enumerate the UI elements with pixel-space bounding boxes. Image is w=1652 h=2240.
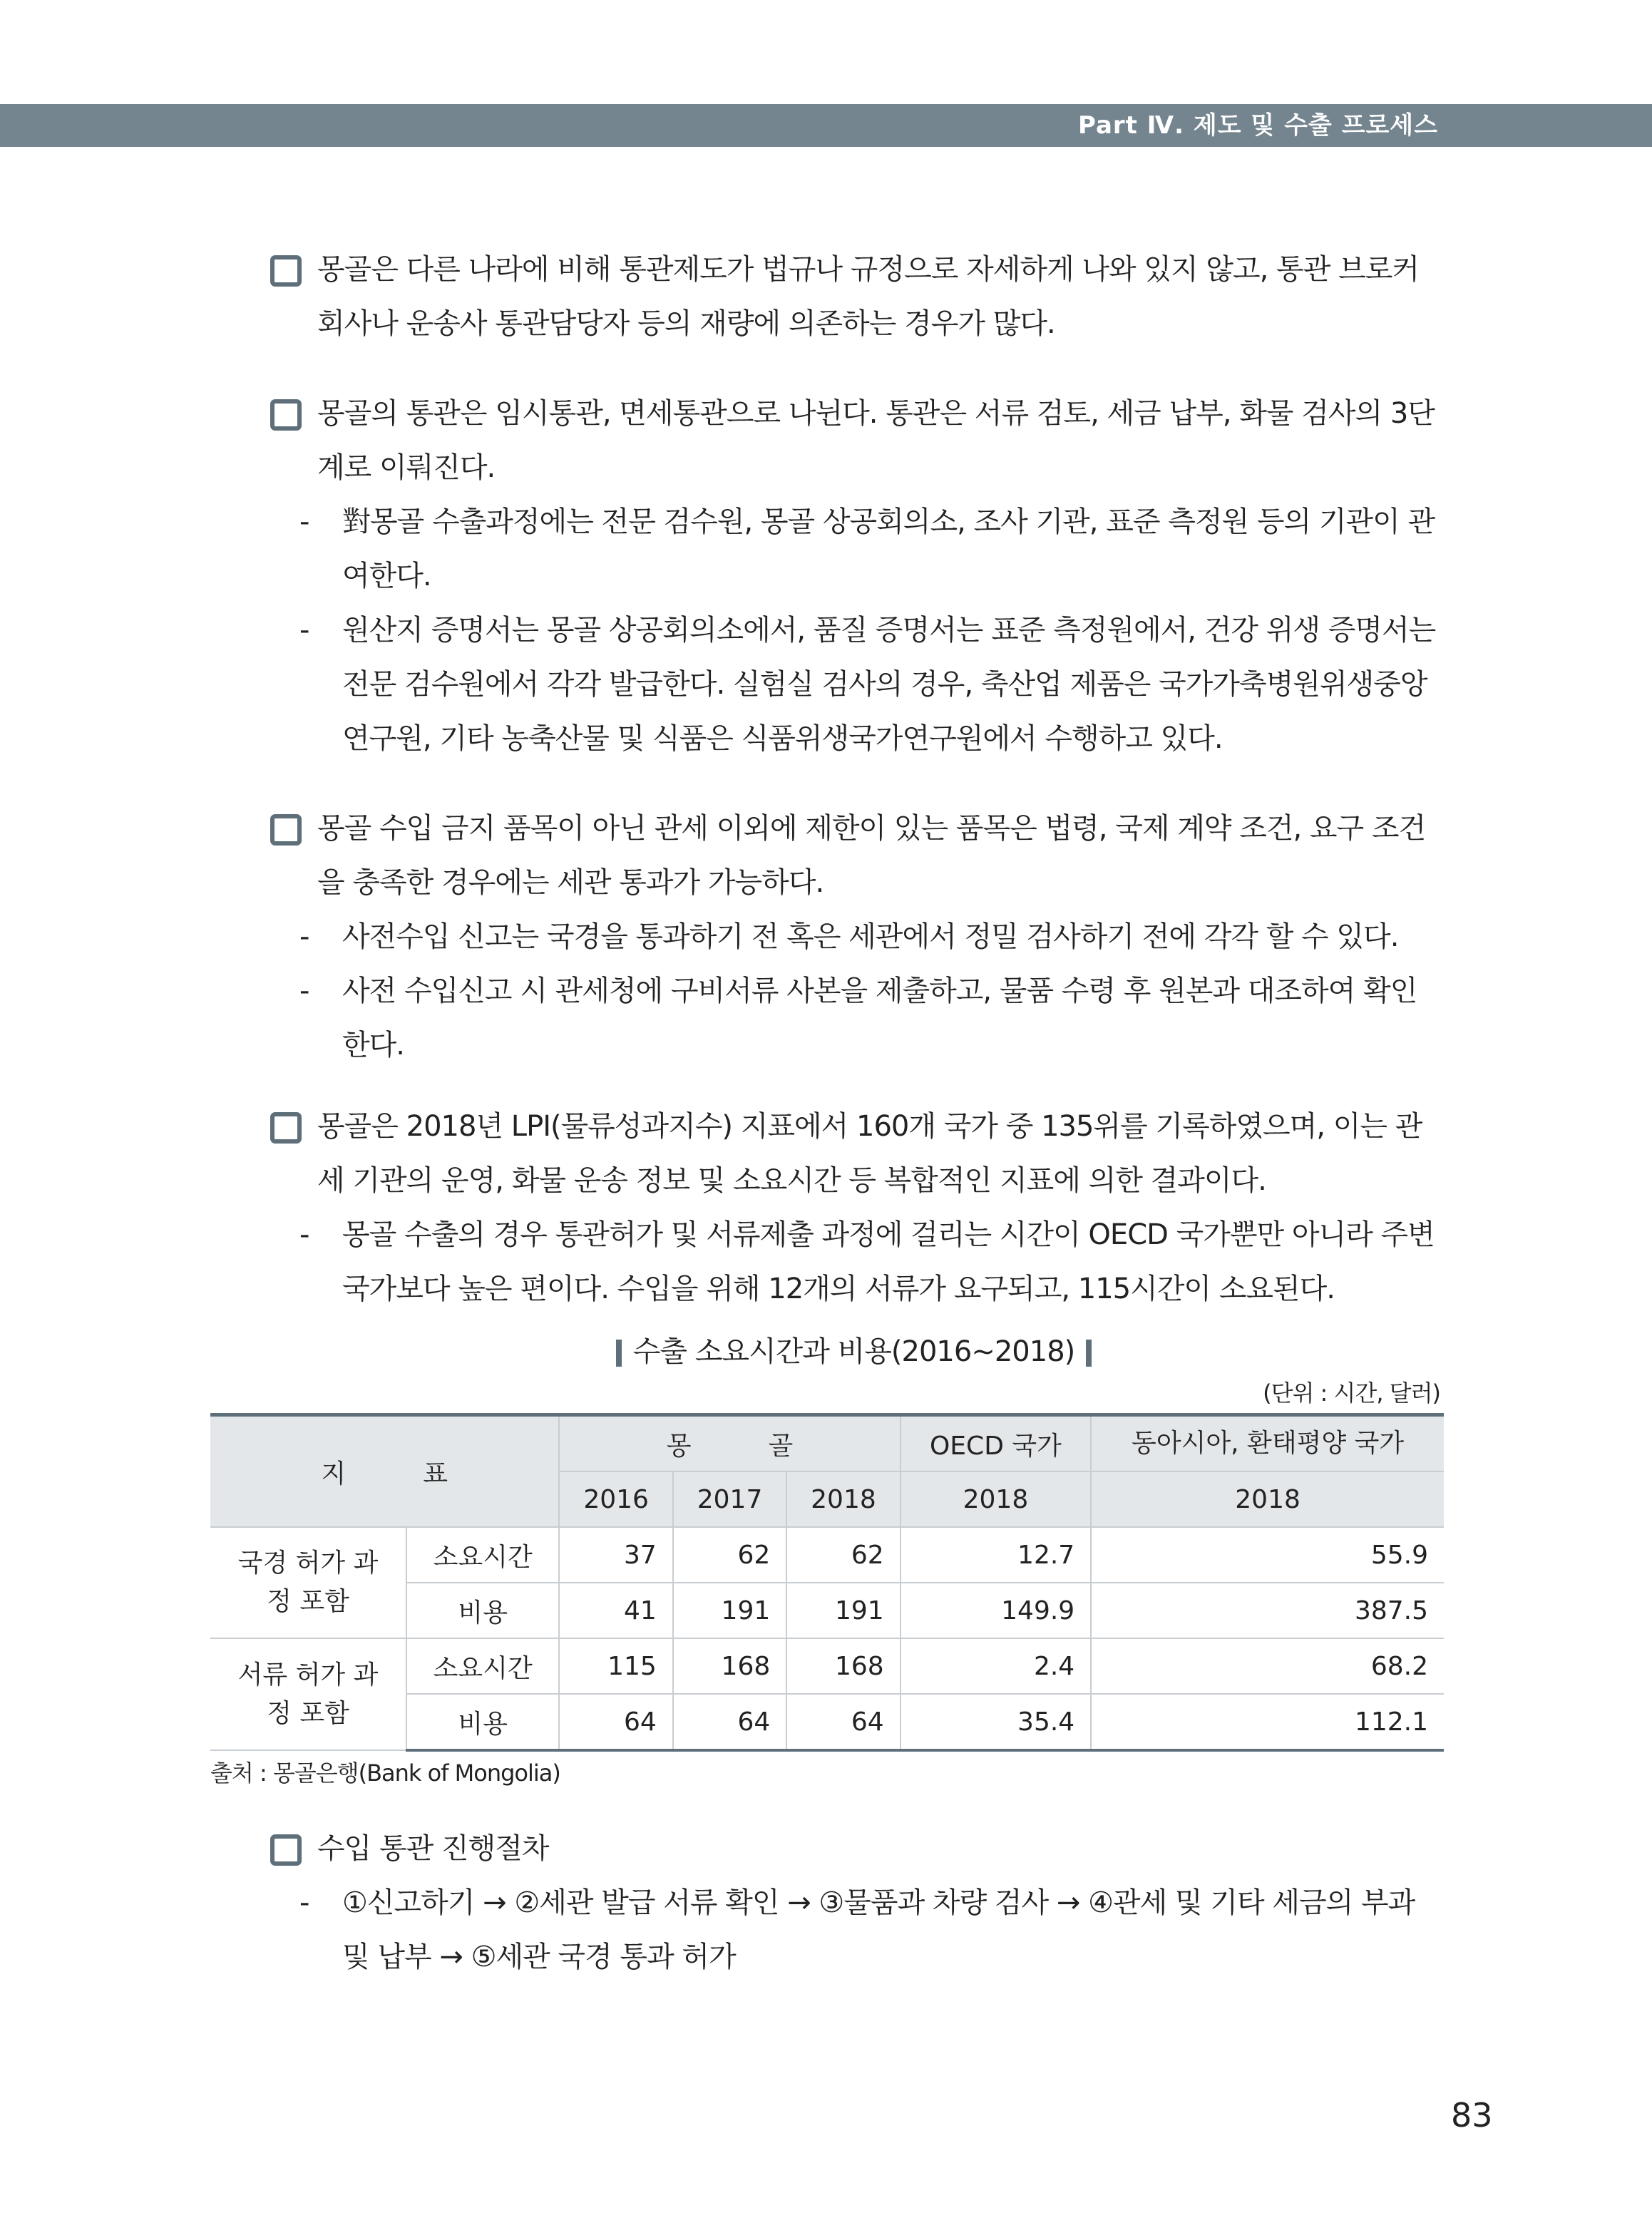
table-title bbox=[267, 1330, 1440, 1373]
dash-mark: - bbox=[299, 614, 309, 647]
table-cell: 62 bbox=[673, 1527, 786, 1583]
table-cell: 41 bbox=[559, 1583, 672, 1638]
table-cell: 168 bbox=[673, 1638, 786, 1694]
table-cell: 55.9 bbox=[1091, 1527, 1444, 1583]
title-bar-right bbox=[1086, 1340, 1092, 1367]
table-cell: 191 bbox=[673, 1583, 786, 1638]
dash-mark: - bbox=[299, 1218, 309, 1251]
table-cell: 115 bbox=[559, 1638, 672, 1694]
header-eastasia: 동아시아, 환태평양 국가 bbox=[1091, 1415, 1444, 1472]
dash-item bbox=[299, 1876, 1440, 1984]
table-cell: 35.4 bbox=[901, 1694, 1092, 1750]
table-cell: 64 bbox=[786, 1694, 900, 1750]
dash-mark: - bbox=[299, 505, 309, 538]
table-cell: 168 bbox=[786, 1638, 900, 1694]
row-label: 비용 bbox=[406, 1583, 559, 1638]
table-cell: 191 bbox=[786, 1583, 900, 1638]
paragraph-text: 몽골 수입 금지 품목이 아닌 관세 이외에 제한이 있는 품목은 법령, 국제 계약 조건, 요구 조건을 충족한 경우에는 세관 통과가 가능하다. bbox=[317, 812, 1426, 899]
header-year: 2018 bbox=[901, 1471, 1092, 1527]
checkbox-square-icon bbox=[270, 1112, 302, 1144]
header-year: 2016 bbox=[559, 1471, 672, 1527]
dash-item bbox=[299, 495, 1440, 603]
row-label: 소요시간 bbox=[406, 1527, 559, 1583]
dash-text: 사전 수입신고 시 관세청에 구비서류 사본을 제출하고, 물품 수령 후 원본과 대조하여 확인한다. bbox=[342, 975, 1417, 1062]
dash-mark: - bbox=[299, 975, 309, 1007]
row-group-label: 서류 허가 과정 포함 bbox=[210, 1638, 406, 1750]
checkbox-square-icon bbox=[270, 255, 302, 287]
header-year: 2017 bbox=[673, 1471, 786, 1527]
table-source: 출처 : 몽골은행(Bank of Mongolia) bbox=[210, 1759, 560, 1787]
table-cell: 387.5 bbox=[1091, 1583, 1444, 1638]
table-cell: 68.2 bbox=[1091, 1638, 1444, 1694]
table-cell: 12.7 bbox=[901, 1527, 1092, 1583]
content bbox=[210, 242, 1440, 1984]
table-row bbox=[210, 1638, 1444, 1694]
paragraph-text: 몽골은 2018년 LPI(물류성과지수) 지표에서 160개 국가 중 135위를 기록하였으며, 이는 관세 기관의 운영, 화물 운송 정보 및 소요시간 등 복합적인 지표에 의한 결과이다. bbox=[317, 1110, 1422, 1197]
row-group-label: 국경 허가 과정 포함 bbox=[210, 1527, 406, 1638]
table-header-row bbox=[210, 1415, 1444, 1472]
dash-item bbox=[299, 603, 1440, 766]
header-oecd: OECD 국가 bbox=[901, 1415, 1092, 1472]
dash-text: 몽골 수출의 경우 통관허가 및 서류제출 과정에 걸리는 시간이 OECD 국가뿐만 아니라 주변 국가보다 높은 편이다. 수입을 위해 12개의 서류가 요구되고, 115시간이 소요된다. bbox=[342, 1218, 1435, 1305]
table-cell: 112.1 bbox=[1091, 1694, 1444, 1750]
table-row bbox=[210, 1527, 1444, 1583]
dash-text: 사전수입 신고는 국경을 통과하기 전 혹은 세관에서 정밀 검사하기 전에 각각 할 수 있다. bbox=[342, 920, 1399, 953]
paragraph-text: 몽골은 다른 나라에 비해 통관제도가 법규나 규정으로 자세하게 나와 있지 않고, 통관 브로커 회사나 운송사 통관담당자 등의 재량에 의존하는 경우가 많다. bbox=[317, 253, 1419, 340]
dash-text: 원산지 증명서는 몽골 상공회의소에서, 품질 증명서는 표준 측정원에서, 건강 위생 증명서는 전문 검수원에서 각각 발급한다. 실험실 검사의 경우, 축산업 제품은 국가가축병원위생중앙연구원, 기타 농축산물 및 식품은 식품위생국가연구원에서 수행하고 있다. bbox=[342, 614, 1436, 755]
paragraph-text: 몽골의 통관은 임시통관, 면세통관으로 나뉜다. 통관은 서류 검토, 세금 납부, 화물 검사의 3단계로 이뤄진다. bbox=[317, 397, 1435, 484]
header-year: 2018 bbox=[1091, 1471, 1444, 1527]
table-cell: 64 bbox=[673, 1694, 786, 1750]
dash-item bbox=[299, 1208, 1440, 1316]
table-cell: 37 bbox=[559, 1527, 672, 1583]
paragraph bbox=[267, 242, 1440, 351]
checkbox-square-icon bbox=[270, 814, 302, 846]
table-title-text: 수출 소요시간과 비용(2016~2018) bbox=[632, 1335, 1075, 1368]
row-label: 비용 bbox=[406, 1694, 559, 1750]
paragraph bbox=[267, 801, 1440, 910]
paragraph bbox=[267, 1099, 1440, 1208]
header-title: Part Ⅳ. 제도 및 수출 프로세스 bbox=[1077, 111, 1438, 140]
header-indicator: 지 표 bbox=[210, 1415, 559, 1528]
checkbox-square-icon bbox=[270, 399, 302, 431]
paragraph bbox=[267, 1822, 1440, 1876]
table-cell: 64 bbox=[559, 1694, 672, 1750]
table-cell: 2.4 bbox=[901, 1638, 1092, 1694]
dash-text: ①신고하기 → ②세관 발급 서류 확인 → ③물품과 차량 검사 → ④관세 및 기타 세금의 부과 및 납부 → ⑤세관 국경 통과 허가 bbox=[342, 1886, 1415, 1973]
checkbox-square-icon bbox=[270, 1834, 302, 1866]
header-bar bbox=[0, 104, 1652, 147]
table-unit: (단위 : 시간, 달러) bbox=[1263, 1380, 1440, 1407]
paragraph bbox=[267, 386, 1440, 495]
paragraph-text: 수입 통관 진행절차 bbox=[317, 1832, 549, 1865]
dash-item bbox=[299, 964, 1440, 1072]
header-mongolia: 몽 골 bbox=[559, 1415, 900, 1472]
page-number: 83 bbox=[1451, 2096, 1493, 2134]
dash-text: 對몽골 수출과정에는 전문 검수원, 몽골 상공회의소, 조사 기관, 표준 측정원 등의 기관이 관여한다. bbox=[342, 505, 1435, 592]
dash-item bbox=[299, 910, 1440, 964]
data-table bbox=[210, 1413, 1444, 1752]
header-year: 2018 bbox=[786, 1471, 900, 1527]
table-cell: 149.9 bbox=[901, 1583, 1092, 1638]
row-label: 소요시간 bbox=[406, 1638, 559, 1694]
dash-mark: - bbox=[299, 920, 309, 953]
title-bar-left bbox=[616, 1340, 622, 1367]
dash-mark: - bbox=[299, 1886, 309, 1919]
table-cell: 62 bbox=[786, 1527, 900, 1583]
